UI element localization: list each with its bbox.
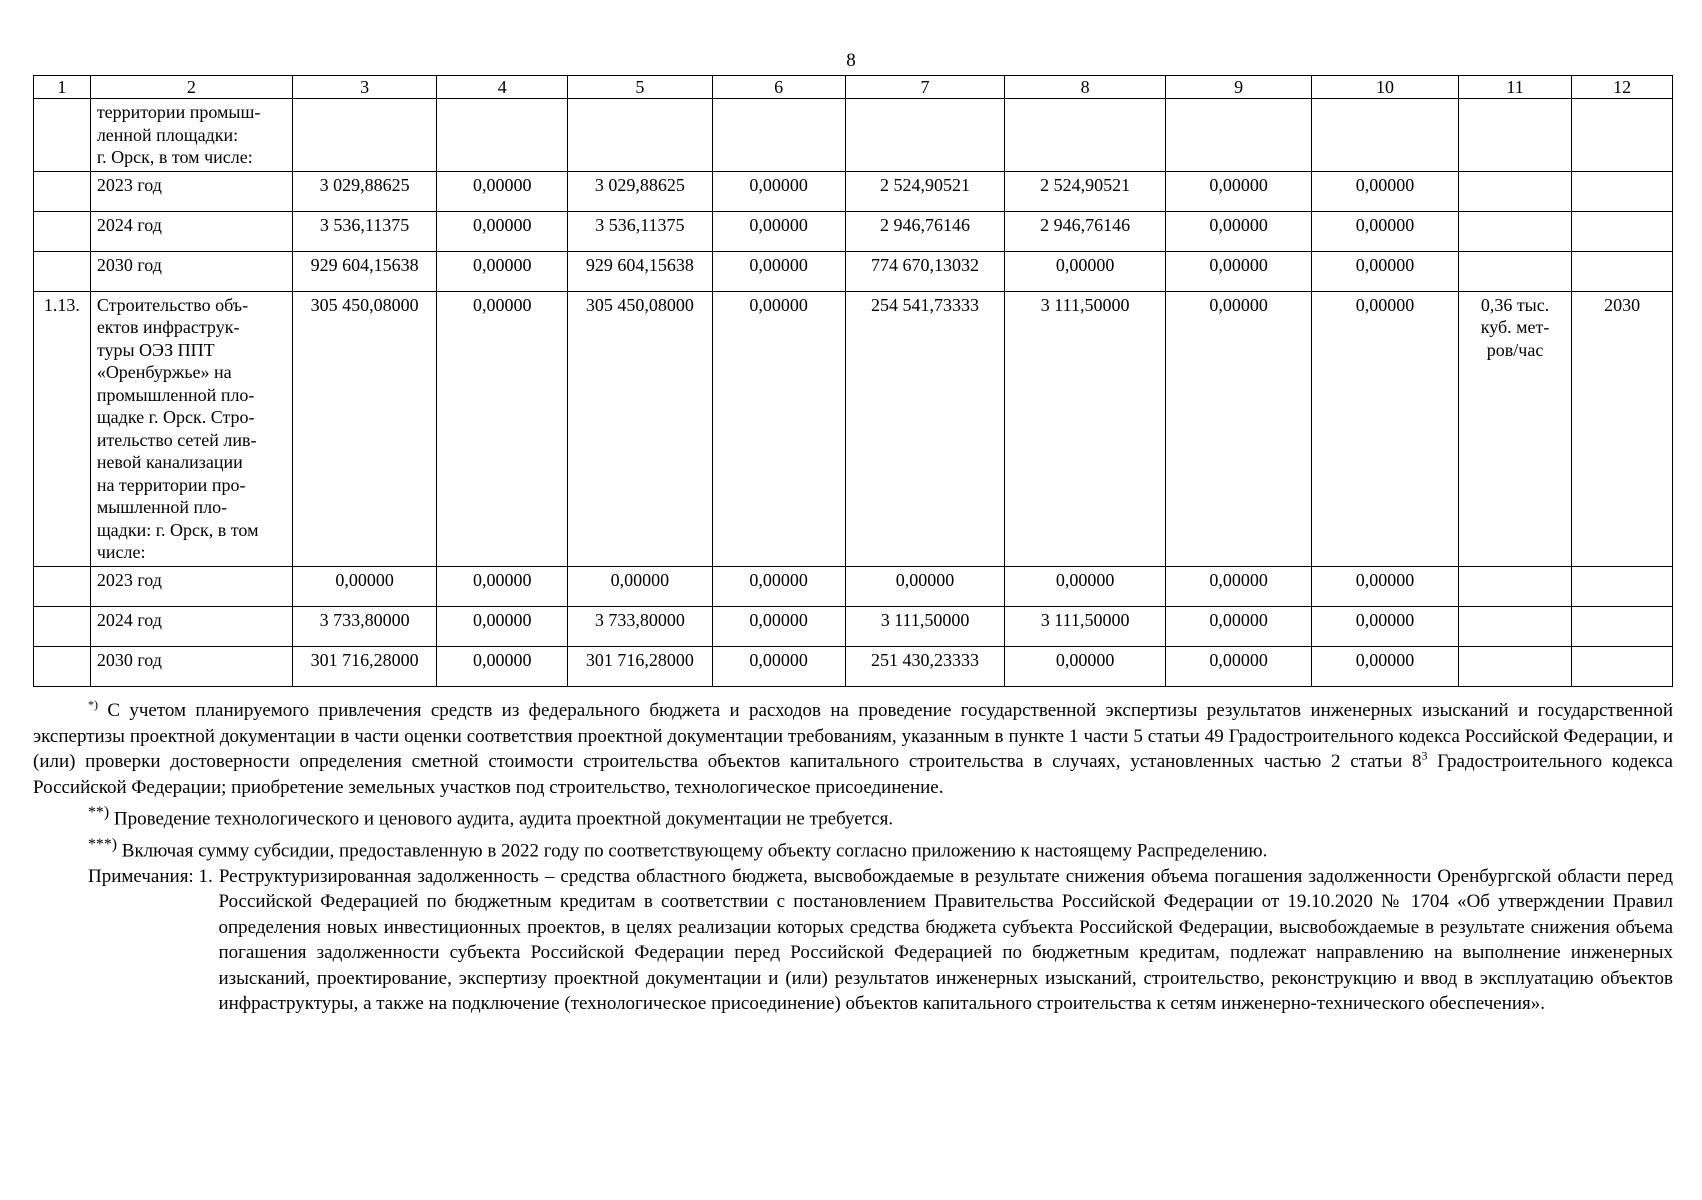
table-cell-col-8: 0,00000 (1005, 566, 1166, 606)
table-cell-col-7: 774 670,13032 (845, 251, 1005, 291)
table-cell-col-4: 0,00000 (437, 646, 568, 686)
table-cell-col-5: 3 733,80000 (568, 606, 712, 646)
table-cell-col-8: 3 111,50000 (1005, 606, 1166, 646)
table-cell-col-7: 2 524,90521 (845, 171, 1005, 211)
table-cell-col-6: 0,00000 (712, 646, 845, 686)
table-cell-col-10: 0,00000 (1312, 251, 1458, 291)
footnote-mark: **) (88, 804, 110, 821)
table-cell-col-4: 0,00000 (437, 211, 568, 251)
table-cell-col-5: 929 604,15638 (568, 251, 712, 291)
table-cell-col-3: 305 450,08000 (292, 291, 436, 566)
table-cell-col-9: 0,00000 (1165, 211, 1311, 251)
table-cell-col-11 (1458, 171, 1572, 211)
table-cell-col-1 (34, 171, 91, 211)
table-cell-col-11 (1458, 606, 1572, 646)
column-header: 1 (34, 76, 91, 99)
footnote-3 (33, 832, 1673, 864)
table-cell-col-2: Строительство объ- ектов инфраструк- туры ОЭЗ ППТ «Оренбуржье» на промышленной пло- щадке г. Орск. Стро- ительство сетей лив- невой канализации на территории про- мышленной пло- щадки: г. Орск, в том числе: (90, 291, 292, 566)
page-number: 8 (846, 50, 856, 71)
table-row (34, 251, 1673, 291)
table-cell-col-10: 0,00000 (1312, 291, 1458, 566)
table-cell-col-10: 0,00000 (1312, 606, 1458, 646)
table-cell-col-10 (1312, 99, 1458, 172)
table-cell-col-12 (1572, 99, 1673, 172)
table-cell-col-2: 2024 год (90, 606, 292, 646)
table-cell-col-6: 0,00000 (712, 171, 845, 211)
table-cell-col-7: 0,00000 (845, 566, 1005, 606)
column-header: 3 (292, 76, 436, 99)
table-cell-col-1 (34, 606, 91, 646)
table-cell-col-12 (1572, 171, 1673, 211)
notes-section (33, 698, 1673, 1017)
footnote-text: Градостроительного кодекса Российской Федерации; приобретение земельных участков под строительство, технологическое присоединение. (33, 751, 1673, 798)
table-cell-col-10: 0,00000 (1312, 211, 1458, 251)
table-cell-col-10: 0,00000 (1312, 171, 1458, 211)
table-row (34, 646, 1673, 686)
table-cell-col-11 (1458, 211, 1572, 251)
table-header-row (34, 76, 1673, 99)
table-cell-col-9: 0,00000 (1165, 566, 1311, 606)
table-cell-col-2: 2023 год (90, 171, 292, 211)
table-cell-col-2: 2023 год (90, 566, 292, 606)
column-header: 5 (568, 76, 712, 99)
table-cell-col-9: 0,00000 (1165, 646, 1311, 686)
table-cell-col-8: 0,00000 (1005, 646, 1166, 686)
table-cell-col-11 (1458, 566, 1572, 606)
table-cell-col-4: 0,00000 (437, 171, 568, 211)
table-cell-col-8: 3 111,50000 (1005, 291, 1166, 566)
table-cell-col-12 (1572, 211, 1673, 251)
table-cell-col-12 (1572, 566, 1673, 606)
table-cell-col-8: 0,00000 (1005, 251, 1166, 291)
column-header: 6 (712, 76, 845, 99)
table-cell-col-10: 0,00000 (1312, 646, 1458, 686)
table-cell-col-11 (1458, 646, 1572, 686)
table-cell-col-3: 0,00000 (292, 566, 436, 606)
footnote-mark: *) (88, 697, 98, 712)
table-cell-col-5: 305 450,08000 (568, 291, 712, 566)
table-cell-col-6: 0,00000 (712, 251, 845, 291)
table-cell-col-4: 0,00000 (437, 291, 568, 566)
table-cell-col-3 (292, 99, 436, 172)
table-row (34, 566, 1673, 606)
note-item-1: 1. Реструктуризированная задолженность – средства областного бюджета, высвобождаемые в результате снижения объема погашения задолженности Оренбургской области перед Российской Федерацией по бюджетным кредитам в соответствии с постановлением Правительства Российской Федерации от 19.10.2020 № 1704 «Об утверждении Правил определения новых инвестиционных проектов, в целях реализации которых средства бюджета субъекта Российской Федерации, высвобождаемые в результате снижения объема погашения задолженности субъекта Российской Федерации перед Российской Федерацией по бюджетным кредитам, подлежат направлению на выполнение инженерных изысканий, проектирование, экспертизу проектной документации и (или) результатов инженерных изысканий, строительство, реконструкцию и ввод в эксплуатацию объектов инфраструктуры, а также на подключение (технологическое присоединение) объектов капитального строительства к сетям инженерно-технического обеспечения». (198, 865, 1673, 1015)
table-cell-col-7: 254 541,73333 (845, 291, 1005, 566)
column-header: 4 (437, 76, 568, 99)
table-cell-col-3: 3 029,88625 (292, 171, 436, 211)
table-cell-col-4: 0,00000 (437, 606, 568, 646)
table-cell-col-9: 0,00000 (1165, 606, 1311, 646)
table-row (34, 171, 1673, 211)
table-row (34, 211, 1673, 251)
table-cell-col-8: 2 946,76146 (1005, 211, 1166, 251)
column-header: 8 (1005, 76, 1166, 99)
footnote-mark: ***) (88, 835, 118, 853)
table-cell-col-6: 0,00000 (712, 566, 845, 606)
table-cell-col-11 (1458, 251, 1572, 291)
table-cell-col-5: 3 536,11375 (568, 211, 712, 251)
table-cell-col-2: 2030 год (90, 646, 292, 686)
table-cell-col-9 (1165, 99, 1311, 172)
table-cell-col-4: 0,00000 (437, 566, 568, 606)
table-row (34, 99, 1673, 172)
table-row (34, 606, 1673, 646)
footnote-1 (33, 698, 1673, 800)
table-cell-col-2: 2030 год (90, 251, 292, 291)
table-cell-col-6: 0,00000 (712, 291, 845, 566)
table-cell-col-5: 3 029,88625 (568, 171, 712, 211)
superscript: 3 (1421, 748, 1428, 763)
column-header: 7 (845, 76, 1005, 99)
table-cell-col-5 (568, 99, 712, 172)
footnote-text: С учетом планируемого привлечения средств из федерального бюджета и расходов на проведение государственной экспертизы результатов инженерных изысканий и государственной экспертизы проектной документации в части оценки соответствия проектной документации требованиям, указанным в пункте 1 части 5 статьи 49 Градостроительного кодекса Российской Федерации, и (или) проверки достоверности определения сметной стоимости строительства объектов капитального строительства в случаях, установленных частью 2 статьи 8 (33, 700, 1673, 772)
table-cell-col-9: 0,00000 (1165, 171, 1311, 211)
table-cell-col-3: 301 716,28000 (292, 646, 436, 686)
table-cell-col-12 (1572, 251, 1673, 291)
table-cell-col-9: 0,00000 (1165, 251, 1311, 291)
footnote-2 (33, 800, 1673, 832)
table-cell-col-1 (34, 646, 91, 686)
table-row (34, 291, 1673, 566)
table-cell-col-11 (1458, 99, 1572, 172)
table-cell-col-2: территории промыш- ленной площадки: г. Орск, в том числе: (90, 99, 292, 172)
column-header: 10 (1312, 76, 1458, 99)
table-cell-col-8: 2 524,90521 (1005, 171, 1166, 211)
table-cell-col-1 (34, 99, 91, 172)
table-cell-col-3: 929 604,15638 (292, 251, 436, 291)
table-cell-col-4: 0,00000 (437, 251, 568, 291)
table-cell-col-6: 0,00000 (712, 211, 845, 251)
column-header: 9 (1165, 76, 1311, 99)
budget-table (33, 75, 1673, 687)
table-cell-col-6 (712, 99, 845, 172)
footnote-text: Проведение технологического и ценового аудита, аудита проектной документации не требуется. (109, 808, 894, 830)
table-cell-col-12: 2030 (1572, 291, 1673, 566)
notes-block (33, 864, 1673, 1017)
table-cell-col-1 (34, 211, 91, 251)
table-cell-col-12 (1572, 646, 1673, 686)
table-cell-col-1: 1.13. (34, 291, 91, 566)
table-cell-col-6: 0,00000 (712, 606, 845, 646)
column-header: 2 (90, 76, 292, 99)
table-cell-col-12 (1572, 606, 1673, 646)
table-cell-col-7: 3 111,50000 (845, 606, 1005, 646)
table-cell-col-1 (34, 251, 91, 291)
table-cell-col-11: 0,36 тыс. куб. мет- ров/час (1458, 291, 1572, 566)
table-cell-col-10: 0,00000 (1312, 566, 1458, 606)
table-cell-col-3: 3 536,11375 (292, 211, 436, 251)
table-cell-col-7: 251 430,23333 (845, 646, 1005, 686)
table-cell-col-5: 301 716,28000 (568, 646, 712, 686)
table-cell-col-2: 2024 год (90, 211, 292, 251)
column-header: 12 (1572, 76, 1673, 99)
table-cell-col-3: 3 733,80000 (292, 606, 436, 646)
notes-label: Примечания: (88, 865, 199, 887)
table-cell-col-1 (34, 566, 91, 606)
table-cell-col-8 (1005, 99, 1166, 172)
table-cell-col-9: 0,00000 (1165, 291, 1311, 566)
table-cell-col-7: 2 946,76146 (845, 211, 1005, 251)
column-header: 11 (1458, 76, 1572, 99)
table-cell-col-4 (437, 99, 568, 172)
footnote-text: Включая сумму субсидии, предоставленную в 2022 году по соответствующему объекту согласно приложению к настоящему Распределению. (117, 840, 1268, 862)
table-cell-col-7 (845, 99, 1005, 172)
table-cell-col-5: 0,00000 (568, 566, 712, 606)
